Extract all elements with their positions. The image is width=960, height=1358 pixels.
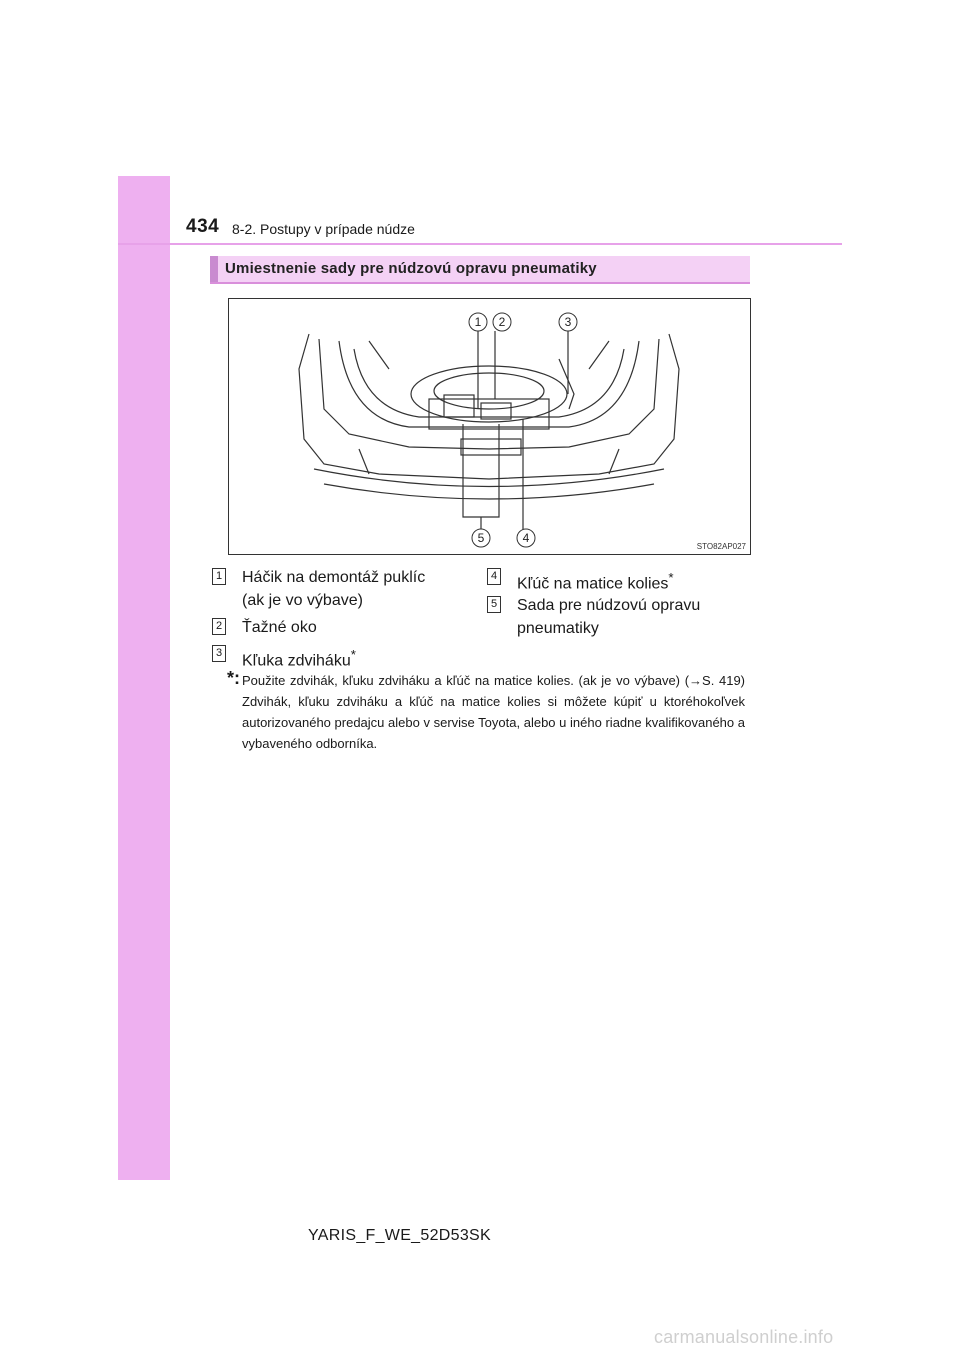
legend-text-5: Sada pre núdzovú opravu pneumatiky <box>517 597 701 637</box>
legend-text-3: Kľuka zdviháku <box>242 652 351 670</box>
page-number: 434 <box>186 216 220 237</box>
legend-number-4: 4 <box>487 568 501 585</box>
callout-2: 2 <box>498 315 506 329</box>
document-code: YARIS_F_WE_52D53SK <box>308 1227 491 1244</box>
legend-asterisk-4: * <box>668 570 674 585</box>
callout-1: 1 <box>474 315 482 329</box>
callout-3: 3 <box>564 315 572 329</box>
chapter-side-tab <box>118 176 170 1180</box>
legend-number-2: 2 <box>212 618 226 635</box>
trunk-illustration <box>228 298 751 555</box>
trunk-drawing <box>229 299 750 554</box>
callout-4: 4 <box>522 531 530 545</box>
legend-number-5: 5 <box>487 596 501 613</box>
section-title: 8-2. Postupy v prípade núdze <box>232 221 415 237</box>
legend-text-4: Kľúč na matice kolies <box>517 575 669 593</box>
legend-number-1: 1 <box>212 568 226 585</box>
legend-text-1: Háčik na demontáž puklíc (ak je vo výbave) <box>242 569 426 609</box>
legend-text-2: Ťažné oko <box>242 619 317 636</box>
watermark: carmanualsonline.info <box>654 1327 834 1347</box>
subsection-heading <box>210 256 750 284</box>
callout-5: 5 <box>477 531 485 545</box>
figure-code: STO82AP027 <box>696 542 746 551</box>
footnote-marker: *: <box>227 668 240 688</box>
legend-number-3: 3 <box>212 645 226 662</box>
footnote-text: Použite zdvihák, kľuku zdviháku a kľúč na matice kolies. (ak je vo výbave) (→S. 419) Zdvihák, kľuku zdviháku a kľúč na matice kolies si môžete kúpiť u ktoréhokoľvek autorizovaného predajcu alebo v servise Toyota, alebo u iného riadne kvalifikovaného a vybaveného odborníka. <box>242 673 745 751</box>
legend-asterisk-3: * <box>350 647 356 662</box>
header-divider <box>118 243 842 245</box>
subsection-title: Umiestnenie sady pre núdzovú opravu pneumatiky <box>225 260 597 277</box>
footnote <box>227 670 745 754</box>
